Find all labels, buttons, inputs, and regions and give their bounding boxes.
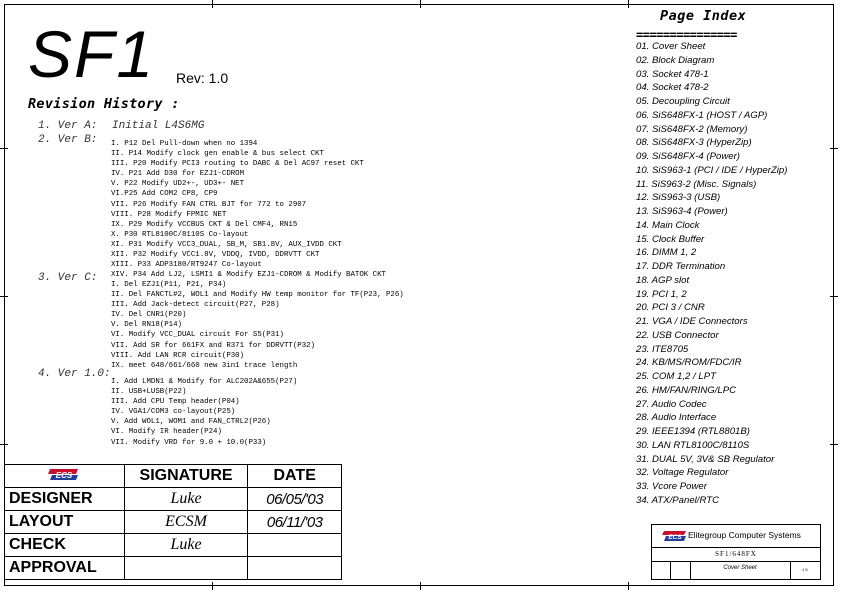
page-index-item: 13. SiS963-4 (Power) <box>636 206 728 217</box>
revision-note: XII. P32 Modify VCC1.8V, VDDQ, IVDD, DDRVTT CKT <box>111 251 320 260</box>
project-name: SF1/648FX <box>715 550 757 558</box>
page-index-item: 03. Socket 478-1 <box>636 68 709 80</box>
page-index-item: 10. SiS963-1 (PCI / IDE / HyperZip) <box>636 164 788 176</box>
revision-note: V. Del RN18(P14) <box>111 321 182 330</box>
frame-tick <box>830 444 838 445</box>
page-index-separator: =============== <box>636 28 737 42</box>
revision-note: VII. P26 Modify FAN CTRL BJT for 772 to 2907 <box>111 200 307 209</box>
page-index-item: 11. SiS963-2 (Misc. Signals) <box>636 178 757 190</box>
revision-note: III. Add Jack-detect circuit(P27, P28) <box>111 301 280 310</box>
document-title: Cover Sheet <box>723 565 757 571</box>
date-header: DATE <box>248 465 342 488</box>
title-block-doc-row <box>652 561 820 579</box>
page-index-item: 26. HM/FAN/RING/LPC <box>636 384 737 396</box>
page-index-item: 27. Audio Codec <box>636 398 707 410</box>
revision-note: IV. Del CNR1(P20) <box>111 311 187 320</box>
page-index-item: 07. SiS648FX-2 (Memory) <box>636 123 748 135</box>
ecs-logo-icon <box>47 466 81 482</box>
revision-label: Rev: 1.0 <box>176 70 229 86</box>
revision-note: VI. Modify IR header(P24) <box>111 428 222 437</box>
page-index-item: 33. Vcore Power <box>636 481 707 492</box>
frame-tick <box>212 582 213 590</box>
revision-note: VII. Modify VRD for 9.0 + 10.0(P33) <box>111 438 267 447</box>
sheet-number: 1 5 <box>802 567 808 572</box>
title-block-header <box>652 525 820 548</box>
revision-note: XI. P31 Modify VCC3_DUAL, SB_M, SB1.8V, AUX_IVDD CKT <box>111 240 342 249</box>
approval-date <box>248 557 342 580</box>
version-1-0-notes <box>111 377 297 448</box>
company-name: Elitegroup Computer Systems <box>688 530 801 540</box>
page-index-item: 08. SiS648FX-3 (HyperZip) <box>636 137 752 149</box>
approval-signature <box>124 557 248 580</box>
revision-note: VIII. P28 Modify FPMIC NET <box>111 210 227 219</box>
page-index-item: 05. Decoupling Circuit <box>636 96 730 107</box>
version-a-text: Initial L4S6MG <box>112 120 205 132</box>
page-index-item: 04. Socket 478-2 <box>636 82 709 94</box>
page-index-item: 24. KB/MS/ROM/FDC/IR <box>636 357 742 369</box>
role-approval: APPROVAL <box>5 557 125 580</box>
frame-tick <box>628 582 629 590</box>
role-designer: DESIGNER <box>5 488 125 511</box>
check-signature: Luke <box>124 534 248 557</box>
revision-note: V. P22 Modify UD2+-, UD3+- NET <box>111 180 245 189</box>
revision-note: IV. P21 Add D30 for EZJ1-CDROM <box>111 170 245 179</box>
revision-note: XIV. P34 Add LJ2, LSMI1 & Modify EZJ1-CDROM & Modify BATOK CKT <box>111 271 386 280</box>
page-index-item: 22. USB Connector <box>636 329 719 341</box>
revision-note: IV. VGA1/COM3 co-layout(P25) <box>111 408 236 417</box>
layout-date: 06/11/'03 <box>248 511 342 534</box>
version-1-0-label: 4. Ver 1.0: <box>38 368 111 380</box>
page-index-item: 28. Audio Interface <box>636 412 717 424</box>
page-index-item: 30. LAN RTL8100C/8110S <box>636 439 750 451</box>
page-index-item: 02. Block Diagram <box>636 54 715 66</box>
svg-text:ECS: ECS <box>668 534 682 541</box>
revision-note: VIII. Add LAN RCR circuit(P30) <box>111 351 245 360</box>
revision-note: II. Del FANCTL#2, WOL1 and Modify HW temp monitor for TF(P23, P26) <box>111 291 404 300</box>
version-b-label: 2. Ver B: <box>38 134 98 146</box>
ecs-logo-small-icon <box>662 529 688 543</box>
frame-tick <box>628 0 629 8</box>
page-index-item: 18. AGP slot <box>636 274 690 286</box>
designer-date: 06/05/'03 <box>248 488 342 511</box>
revision-note: V. Add WOL1, WOM1 and FAN_CTRL2(P26) <box>111 418 271 427</box>
role-check: CHECK <box>5 534 125 557</box>
page-index-title: Page Index <box>660 8 747 24</box>
revision-note: I. Del EZJ1(P11, P21, P34) <box>111 281 227 289</box>
page-index-item: 17. DDR Termination <box>636 261 726 272</box>
signature-table <box>4 464 342 580</box>
role-layout: LAYOUT <box>5 511 125 534</box>
revision-note: III. Add CPU Temp header(P04) <box>111 398 240 407</box>
revision-note: III. P20 Modify PCI3 routing to DABC & Del AC97 reset CKT <box>111 160 364 169</box>
designer-signature: Luke <box>124 488 248 511</box>
frame-tick <box>0 148 8 149</box>
revision-note: I. P12 Del Pull-down when no 1394 <box>111 140 258 148</box>
revision-history-heading: Revision History : <box>28 96 180 112</box>
revision-note: XIII. P33 ADP3180/RT9247 Co-layout <box>111 261 262 270</box>
page-index-item: 15. Clock Buffer <box>636 233 705 245</box>
page-index-item: 29. IEEE1394 (RTL8801B) <box>636 426 750 437</box>
frame-tick <box>0 296 8 297</box>
revision-note: X. P30 RTL8100C/8110S Co-layout <box>111 230 249 239</box>
page-index-item: 31. DUAL 5V, 3V& SB Regulator <box>636 453 775 465</box>
ecs-logo <box>5 465 125 488</box>
frame-tick <box>212 0 213 8</box>
frame-tick <box>830 148 838 149</box>
page-index-item: 20. PCI 3 / CNR <box>636 302 705 314</box>
revision-note: I. Add LMDN1 & Modify for ALC202A&655(P27) <box>111 378 298 386</box>
page-index-item: 23. ITE8705 <box>636 343 689 355</box>
page-index-item: 32. Voltage Regulator <box>636 467 729 479</box>
page-index-item: 16. DIMM 1, 2 <box>636 247 697 259</box>
check-date <box>248 534 342 557</box>
version-b-notes <box>111 139 386 280</box>
layout-signature: ECSM <box>124 511 248 534</box>
page-index-item: 19. PCI 1, 2 <box>636 288 687 300</box>
frame-tick <box>830 296 838 297</box>
version-c-label: 3. Ver C: <box>38 272 98 284</box>
frame-tick <box>420 0 421 8</box>
frame-tick <box>0 444 8 445</box>
page-index-item: 25. COM 1,2 / LPT <box>636 371 716 382</box>
version-a-label: 1. Ver A: <box>38 120 98 132</box>
version-c-notes <box>111 280 404 371</box>
page-index-item: 14. Main Clock <box>636 219 700 231</box>
revision-note: IX. meet 648/661/660 new 3in1 trace length <box>111 361 298 370</box>
page-index-item: 21. VGA / IDE Connectors <box>636 316 748 327</box>
title-block <box>651 524 821 580</box>
page-index-item: 06. SiS648FX-1 (HOST / AGP) <box>636 109 768 121</box>
revision-note: II. USB+LUSB(P22) <box>111 388 187 397</box>
page-index-item: 34. ATX/Panel/RTC <box>636 494 720 506</box>
svg-text:ECS: ECS <box>56 470 73 480</box>
signature-header: SIGNATURE <box>124 465 248 488</box>
title-block-project-row <box>652 547 820 562</box>
revision-note: VII. Add SR for 661FX and R371 for DDRVTT(P32) <box>111 341 316 350</box>
page-index-item: 09. SiS648FX-4 (Power) <box>636 151 740 162</box>
frame-tick <box>420 582 421 590</box>
revision-note: IX. P29 Modify VCCBUS CKT & Del CMF4, RN15 <box>111 220 298 229</box>
revision-note: VI.P25 Add COM2 CP8, CP9 <box>111 190 218 199</box>
revision-note: II. P14 Modify clock gen enable & bus select CKT <box>111 150 324 159</box>
page-index-item: 01. Cover Sheet <box>636 41 706 52</box>
board-title: SF1 <box>28 17 156 91</box>
revision-note: VI. Modify VCC_DUAL circuit For S5(P31) <box>111 331 284 340</box>
page-index-item: 12. SiS963-3 (USB) <box>636 192 721 204</box>
